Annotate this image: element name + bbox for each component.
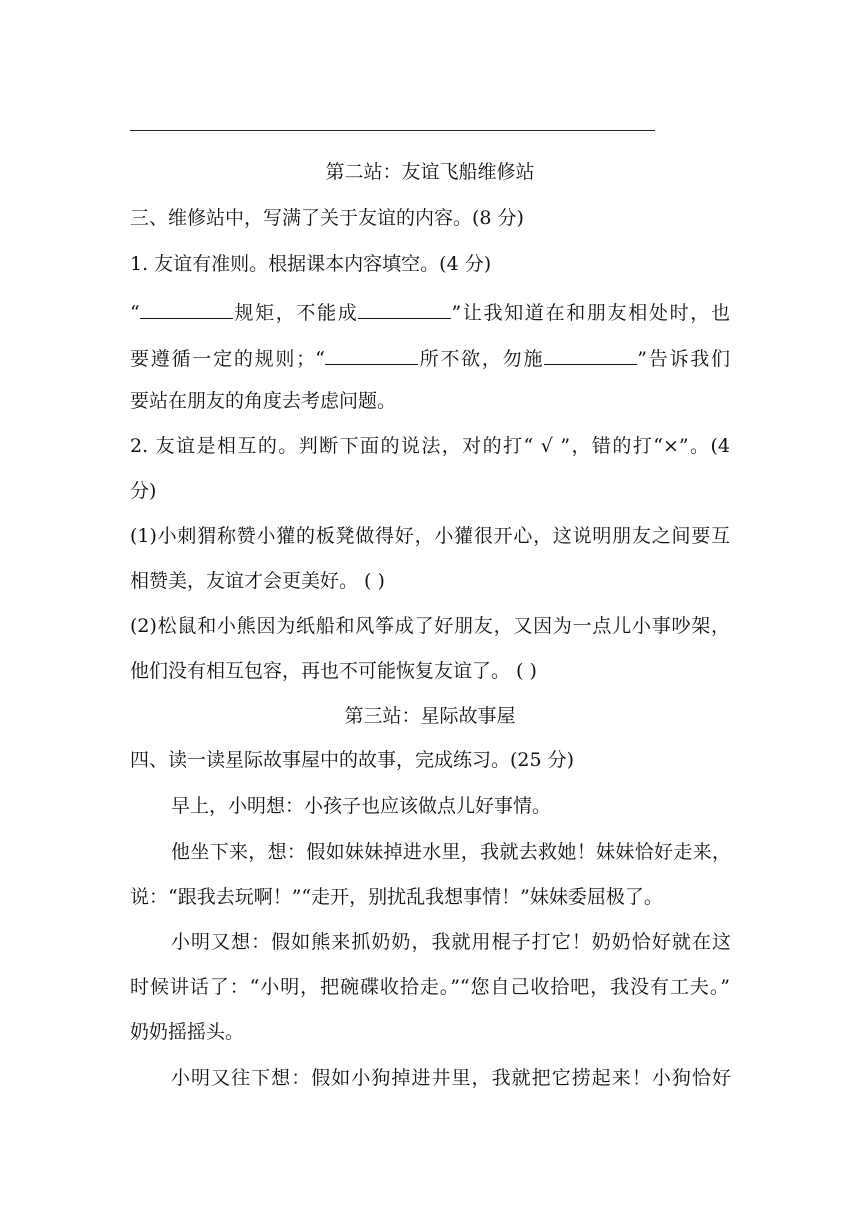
q1-heading: 1. 友谊有准则。根据课本内容填空。(4 分) [130,253,492,275]
q2-item2-line1: (2)松鼠和小熊因为纸船和风筝成了好朋友，又因为一点儿小事吵架， [130,615,730,637]
story-paragraph-2-line2: 说：“跟我去玩啊！”“走开，别扰乱我想事情！”妹妹委屈极了。 [130,886,663,908]
q2-item1-line2[interactable]: 相赞美，友谊才会更美好。 ( ) [130,570,385,592]
q1-text-line3: 要站在朋友的角度去考虑问题。 [130,390,397,412]
q1-part-b: ”让我知道在和朋友相处时，也 [451,302,730,324]
q2-item2-line2[interactable]: 他们没有相互包容，再也不可能恢复友谊了。 ( ) [130,660,537,682]
story-paragraph-1: 早上，小明想：小孩子也应该做点儿好事情。 [171,795,552,817]
fill-blank-2[interactable] [358,298,451,319]
fill-blank-1[interactable] [140,298,233,319]
q2-heading-line1: 2. 友谊是相互的。判断下面的说法，对的打“ √ ”，错的打“×”。(4 [130,435,730,457]
story-paragraph-3-line2: 时候讲话了：“小明，把碗碟收拾走。”“您自己收拾吧，我没有工夫。” [130,976,730,998]
q1-part-c: 要遵循一定的规则；“ [130,348,325,370]
q1-text-line1 [130,298,730,325]
q2-heading-line2: 分) [130,480,157,502]
top-answer-line [130,130,655,131]
station2-title: 第二站：友谊飞船维修站 [325,161,535,183]
q1-text-line2 [130,344,730,371]
q1-part-e: ”告诉我们 [637,348,730,370]
story-paragraph-4-line1: 小明又往下想：假如小狗掉进井里，我就把它捞起来！小狗恰好 [171,1067,731,1089]
section3-heading: 三、维修站中，写满了关于友谊的内容。(8 分) [130,207,524,229]
story-paragraph-2-line1: 他坐下来，想：假如妹妹掉进水里，我就去救她！妹妹恰好走来， [171,841,731,863]
story-paragraph-3-line1: 小明又想：假如熊来抓奶奶，我就用棍子打它！奶奶恰好就在这 [171,931,731,953]
q1-part-d: 所不欲，勿施 [417,348,545,370]
station3-title: 第三站：星际故事屋 [344,705,516,727]
fill-blank-3[interactable] [325,344,418,365]
open-quote: “ [130,302,140,324]
fill-blank-4[interactable] [544,344,637,365]
section4-heading: 四、读一读星际故事屋中的故事，完成练习。(25 分) [130,749,575,771]
q1-part-a: 规矩，不能成 [232,302,359,324]
story-paragraph-3-line3: 奶奶摇摇头。 [130,1021,245,1043]
q2-item1-line1: (1)小刺猬称赞小獾的板凳做得好，小獾很开心，这说明朋友之间要互 [130,525,730,547]
